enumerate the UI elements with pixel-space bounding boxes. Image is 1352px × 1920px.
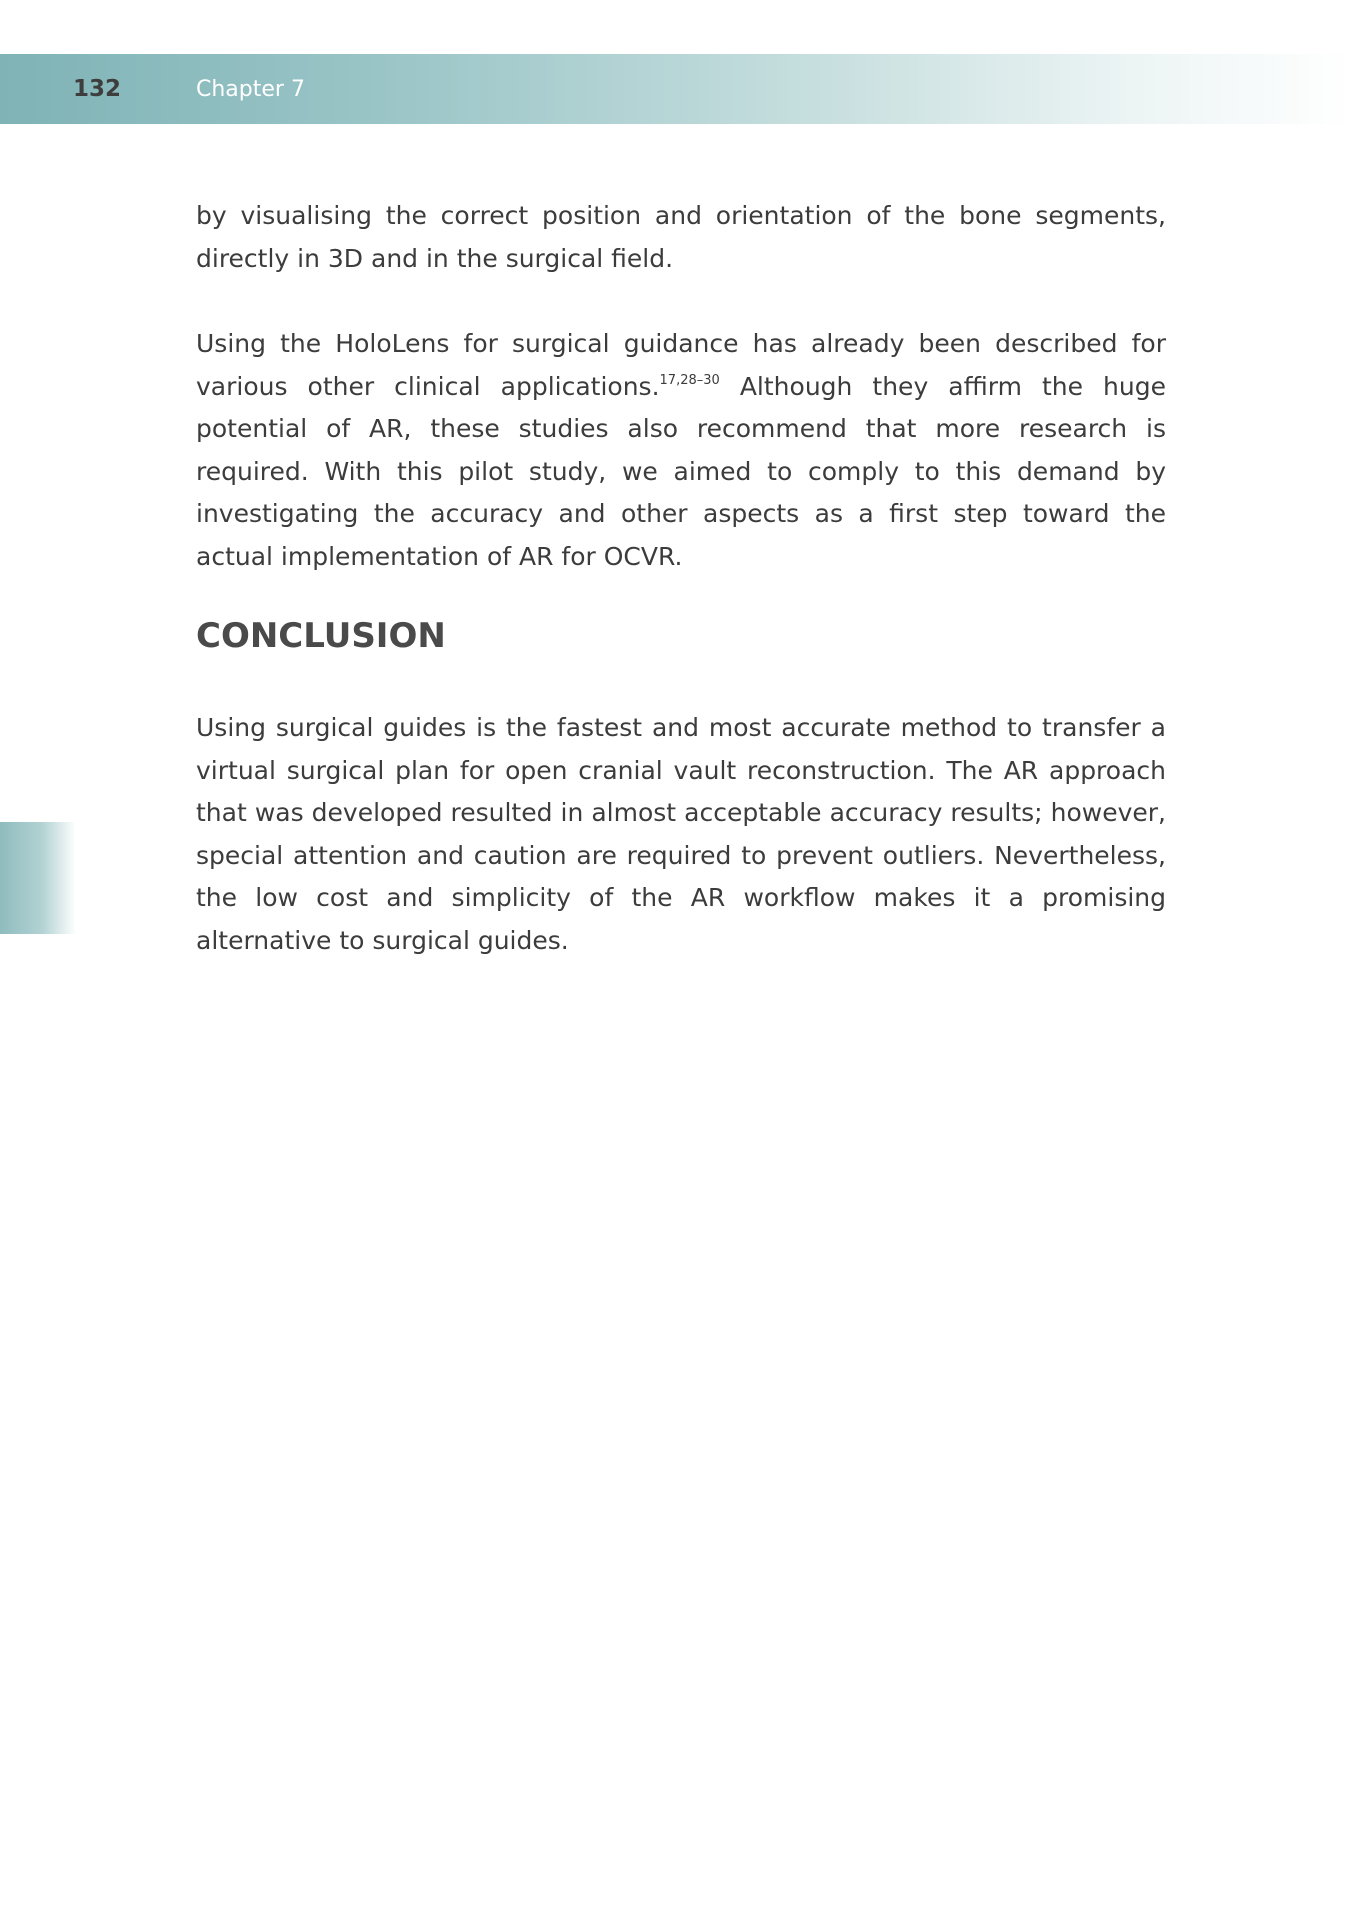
citation-superscript: 17,28–30 <box>659 372 720 388</box>
paragraph-conclusion: Using surgical guides is the fastest and most accurate method to transfer a virtual surgical plan for open cranial vault reconstruction. The AR approach that was developed resulted in almost acceptable accuracy results; however, special attention and caution are required to prevent outliers. Nevertheless, the low cost and simplicity of the AR workflow makes it a promising alternative to surgical guides. <box>196 713 1166 955</box>
chapter-label: Chapter 7 <box>196 77 305 102</box>
section-heading-conclusion: CONCLUSION <box>196 616 446 656</box>
paragraph-1: by visualising the correct position and orientation of the bone segments, directly in 3D and in the surgical field. <box>196 201 1166 273</box>
side-thumb-tab <box>0 822 76 934</box>
paragraph-2-text-end: Although they affirm the huge potential of AR, these studies also recommend that more research is required. With this pilot study, we aimed to comply to this demand by investigating the accuracy and other aspects as a first step toward the actual implementation of AR for OCVR. <box>196 371 1166 571</box>
paragraph-2-text-start: Using the HoloLens for surgical guidance has already been described for various other clinical applications. <box>196 329 1166 401</box>
page-number: 132 <box>73 76 122 102</box>
paragraph-2 <box>196 323 1166 579</box>
